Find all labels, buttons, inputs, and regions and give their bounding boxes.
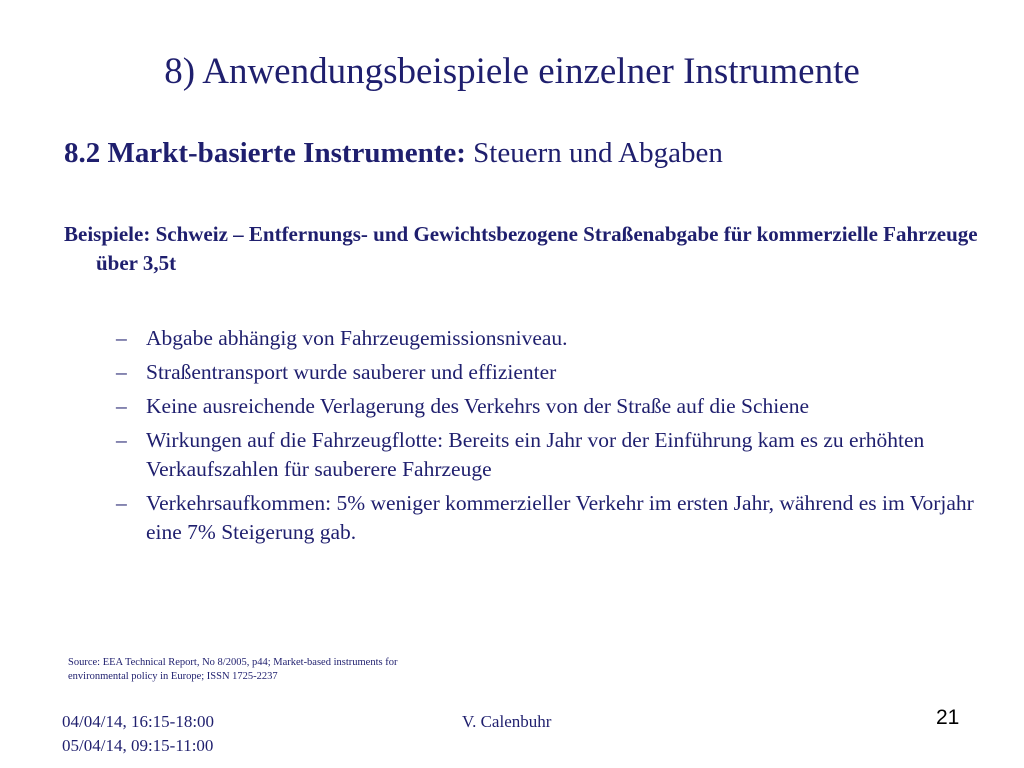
dash-bullet-icon: – bbox=[116, 360, 127, 384]
section-subtitle bbox=[64, 137, 723, 170]
footer-date-line: 05/04/14, 09:15-11:00 bbox=[62, 736, 214, 755]
dash-bullet-icon: – bbox=[116, 394, 127, 418]
bullet-item bbox=[116, 426, 976, 484]
subtitle-bold: 8.2 Markt-basierte Instrumente: bbox=[64, 137, 466, 169]
dash-bullet-icon: – bbox=[116, 428, 127, 452]
bullet-item bbox=[116, 392, 976, 421]
slide-title: 8) Anwendungsbeispiele einzelner Instrumente bbox=[164, 51, 860, 92]
bullet-item bbox=[116, 358, 976, 387]
bullet-text: Wirkungen auf die Fahrzeugflotte: Bereits ein Jahr vor der Einführung kam es zu erhöhten Verkaufszahlen für sauberere Fahrzeuge bbox=[146, 428, 925, 481]
page-number: 21 bbox=[936, 706, 960, 729]
footer-author: V. Calenbuhr bbox=[462, 712, 552, 731]
bullet-text: Straßentransport wurde sauberer und effizienter bbox=[146, 360, 557, 384]
bullet-text: Verkehrsaufkommen: 5% weniger kommerzieller Verkehr im ersten Jahr, während es im Vorjahr eine 7% Steigerung gab. bbox=[146, 491, 974, 544]
bullet-text: Abgabe abhängig von Fahrzeugemissionsniveau. bbox=[146, 326, 568, 350]
dash-bullet-icon: – bbox=[116, 491, 127, 515]
footer-date-line: 04/04/14, 16:15-18:00 bbox=[62, 712, 215, 731]
source-line: environmental policy in Europe; ISSN 1725-2237 bbox=[68, 671, 278, 682]
bullet-text: Keine ausreichende Verlagerung des Verkehrs von der Straße auf die Schiene bbox=[146, 394, 810, 418]
bullet-list bbox=[116, 324, 976, 552]
bullet-item bbox=[116, 489, 976, 547]
footer-date bbox=[62, 710, 214, 758]
dash-bullet-icon: – bbox=[116, 326, 127, 350]
bullet-item bbox=[116, 324, 976, 353]
source-citation bbox=[68, 656, 448, 684]
subtitle-rest: Steuern und Abgaben bbox=[465, 137, 723, 169]
examples-heading: Beispiele: Schweiz – Entfernungs- und Gewichtsbezogene Straßenabgabe für kommerzielle Fahrzeuge über 3,5t bbox=[64, 222, 978, 275]
source-line: Source: EEA Technical Report, No 8/2005, p44; Market-based instruments for bbox=[68, 657, 398, 668]
